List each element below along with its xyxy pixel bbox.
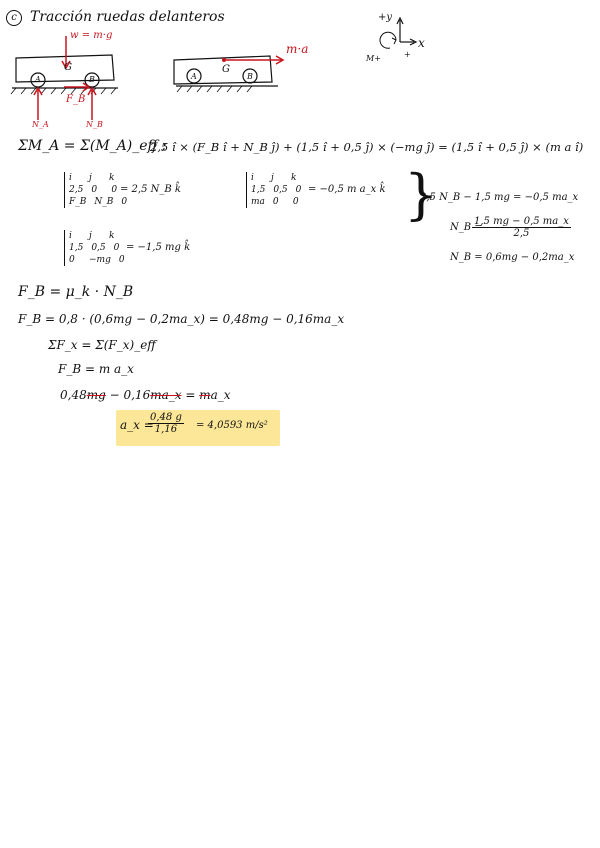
coef-048: 0,48 [60,388,87,402]
moment-eq-left: ΣM_A = Σ(M_A)_eff : [18,138,167,154]
wheel-a-label-1: A [35,75,41,84]
matrix-cell: F_B [69,197,87,207]
matrix-cell: j [89,231,92,241]
matrix-cell: N_B [94,197,114,207]
matrix-row [251,172,308,184]
friction-eq-2: F_B = 0,8 · (0,6mg − 0,2ma_x) = 0,48mg − 0,16ma_x [18,312,345,326]
matrix-cell: 0 [121,197,128,207]
matrix-cell: 0 [272,197,279,207]
matrix-cell: k [109,231,115,241]
item-marker-label: c [6,10,22,26]
matrix-cell: i [69,173,72,183]
system-eq-2-den: 2,5 [513,228,530,239]
wheel-b-label-2: B [247,72,253,81]
matrix-cell: 0,5 [273,185,288,195]
center-g-label-2: G [222,64,230,75]
system-eq-2-fraction [472,216,571,239]
matrix-cell: ma [251,197,265,207]
struck-mg: mg [86,388,106,402]
matrix-cell: 0 [292,197,299,207]
matrix-cell: j [271,173,274,183]
axis-x-label: x [418,36,425,50]
weight-label: w = m·g [70,30,113,41]
matrix-cell: 0 [295,185,302,195]
final-den: 1,16 [154,424,178,435]
center-g-label-1: G [64,62,72,73]
determinant-3 [246,172,308,208]
plus-sign-label: + [404,50,411,59]
matrix-row [69,254,131,266]
item-marker [6,8,22,26]
normal-b-label: N_B [86,120,103,129]
matrix-cell: j [89,173,92,183]
normal-a-label: N_A [32,120,49,129]
matrix-cell: −mg [89,255,111,265]
determinant-2 [64,230,131,266]
system-eq-1: 2,5 N_B − 1,5 mg = −0,5 ma_x [420,192,579,203]
matrix-cell: 0 [118,255,125,265]
matrix-row [69,242,131,254]
equals-sign: = [185,388,196,402]
matrix-cell: 0 [69,255,75,265]
friction-eq-1: F_B = μ_k · N_B [18,284,134,300]
force-eq-fb: F_B = m a_x [58,362,134,376]
matrix-row [69,196,133,208]
page-title: Tracción ruedas delanteros [30,9,225,25]
det1-result: = 2,5 N_B k̂ [120,184,181,195]
matrix-row [251,196,308,208]
matrix-cell: 1,5 [69,243,84,253]
system-eq-2-lhs: N_B = [450,222,483,233]
moment-sign-label: M+ [366,54,381,63]
force-sum-eq: ΣF_x = Σ(F_x)_eff [48,338,156,352]
inertial-force-label: m·a [286,42,309,56]
ax-term: a_x [210,388,231,402]
matrix-cell: 1,5 [251,185,266,195]
det3-result: = −0,5 m a_x k̂ [308,184,386,195]
matrix-cell: i [69,231,72,241]
det2-result: = −1,5 mg k̂ [126,242,191,253]
wheel-b-label-1: B [89,75,95,84]
matrix-cell: 0 [113,243,120,253]
final-num: 0,48 g [150,412,182,423]
system-eq-2-num: 1,5 mg − 0,5 ma_x [474,216,569,227]
matrix-row [69,172,133,184]
struck-max: ma_x [150,388,182,402]
matrix-cell: k [109,173,115,183]
axis-y-label: +y [378,12,393,23]
final-lhs: a_x = [120,418,154,432]
moment-eq-right: 2,5 î × (F_B î + N_B ĵ) + (1,5 î + 0,5 ĵ) × (−mg ĵ) = (1,5 î + 0,5 ĵ) × (m a î) [150,140,584,154]
matrix-cell: 2,5 [69,185,84,195]
matrix-row [69,230,131,242]
matrix-cell: 0 [111,185,118,195]
matrix-cell: k [291,173,297,183]
brace-icon: } [404,163,439,226]
free-body-diagram [8,28,128,128]
friction-label: F_B [66,94,86,105]
matrix-cell: 0 [91,185,98,195]
matrix-cell: i [251,173,254,183]
matrix-row [251,184,308,196]
matrix-cell: 0,5 [91,243,106,253]
coef-016: − 0,16 [109,388,151,402]
final-rhs: = 4,0593 m/s² [196,420,268,431]
wheel-a-label-2: A [191,72,197,81]
final-fraction [148,412,184,435]
system-eq-3: N_B = 0,6mg − 0,2ma_x [450,252,575,263]
struck-m: m [199,388,211,402]
force-eq-substituted [60,388,231,402]
